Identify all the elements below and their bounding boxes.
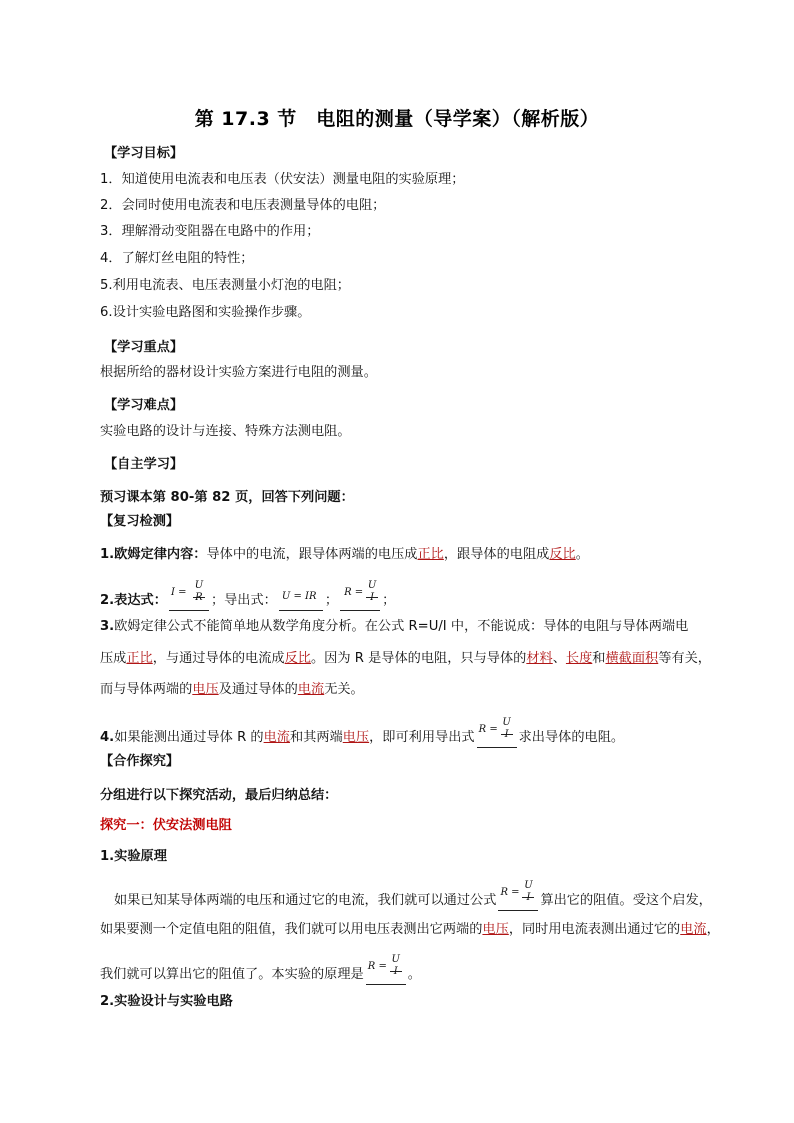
q1-text: 。: [575, 547, 589, 562]
objective-item: 1．知道使用电流表和电压表（伏安法）测量电阻的实验原理；: [100, 172, 465, 187]
formula-denominator: I: [393, 966, 398, 977]
self-study-intro: 预习课本第 80-第 82 页，回答下列问题：: [100, 490, 354, 505]
q3-text: 、: [552, 651, 566, 666]
formula-numerator: U: [502, 717, 511, 728]
q3-text: 而与导体两端的: [100, 682, 193, 697]
question-1: [100, 545, 589, 565]
objectives-heading: 【学习目标】: [104, 146, 184, 161]
difficulties-text: 实验电路的设计与连接、特殊方法测电阻。: [100, 424, 351, 439]
q3-text: 欧姆定律公式不能简单地从数学角度分析。在公式 R=U/I 中，不能说成：导体的电阻与导体两端电: [114, 619, 689, 634]
principle-answer: 电压: [482, 922, 509, 937]
q4-answer: 电流: [263, 730, 290, 745]
inquiry-1-title: 探究一：伏安法测电阻: [100, 818, 232, 833]
q1-answer-1: 正比: [417, 547, 444, 562]
q3-answer: 正比: [126, 651, 153, 666]
q3-text: 压成: [100, 651, 127, 666]
q4-text: 求出导体的电阻。: [518, 730, 625, 745]
design-heading: 2.实验设计与实验电路: [100, 994, 233, 1009]
q2-text: ；导出式：: [210, 593, 277, 608]
objective-item: 4．了解灯丝电阻的特性；: [100, 251, 254, 266]
formula-numerator: U: [194, 580, 204, 591]
q1-text: 导体中的电流，跟导体两端的电压成: [206, 547, 418, 562]
q3-text: ，与通过导体的电流成: [152, 651, 285, 666]
q4-text: 和其两端: [289, 730, 343, 745]
question-4: [100, 717, 625, 749]
q1-answer-2: 反比: [549, 547, 576, 562]
formula-denominator: I: [526, 892, 531, 903]
principle-text: 。: [407, 967, 421, 982]
q4-text: 如果能测出通过导体 R 的: [114, 730, 264, 745]
difficulties-heading: 【学习难点】: [104, 398, 184, 413]
cooperation-heading: 【合作探究】: [100, 754, 180, 769]
formula-lhs: R =: [344, 587, 364, 598]
q3-answer: 长度: [565, 651, 593, 666]
principle-text: ，同时用电流表测出通过它的: [508, 922, 681, 937]
principle-line-3: [100, 954, 421, 986]
objective-item: 2．会同时使用电流表和电压表测量导体的电阻；: [100, 198, 386, 213]
q3-answer: 横截面积: [605, 651, 659, 666]
principle-text: 算出它的阻值。受这个启发，: [540, 893, 712, 908]
formula-denominator: I: [504, 729, 509, 740]
review-heading: 【复习检测】: [100, 514, 180, 529]
q4-prefix: 4.: [100, 730, 115, 745]
q4-answer: 电压: [342, 730, 370, 745]
principle-answer: 电流: [680, 922, 707, 937]
formula-blank: [477, 717, 517, 748]
formula-numerator: U: [391, 954, 400, 965]
principle-text: 我们就可以算出它的阻值了。本实验的原理是: [100, 967, 364, 982]
question-3-line-2: [100, 649, 711, 669]
q3-text: 等有关，: [658, 651, 711, 666]
formula-lhs: R =: [478, 724, 498, 735]
q3-answer: 材料: [526, 651, 553, 666]
objective-item: 6.设计实验电路图和实验操作步骤。: [100, 305, 311, 320]
formula-blank: [366, 954, 406, 985]
principle-text: ，: [706, 922, 720, 937]
principle-text: 如果已知某导体两端的电压和通过它的电流，我们就可以通过公式: [114, 893, 497, 908]
self-study-heading: 【自主学习】: [104, 457, 184, 472]
q3-text: 和: [592, 651, 606, 666]
cooperation-intro: 分组进行以下探究活动，最后归纳总结：: [100, 788, 338, 803]
key-points-text: 根据所给的器材设计实验方案进行电阻的测量。: [100, 365, 377, 380]
principle-line-1: [114, 880, 712, 912]
q3-answer: 电压: [192, 682, 219, 697]
principle-line-2: [100, 920, 720, 940]
formula-lhs: R =: [367, 961, 387, 972]
formula-derived-u: U = IR: [281, 591, 317, 602]
principle-text: 如果要测一个定值电阻的阻值，我们就可以用电压表测出它两端的: [100, 922, 483, 937]
formula-denominator: R: [195, 592, 203, 603]
question-3-line-1: [100, 617, 688, 637]
q3-text: 无关。: [324, 682, 364, 697]
q1-prefix: 1.欧姆定律内容：: [100, 547, 207, 562]
q2-text: ；: [382, 593, 396, 608]
formula-numerator: U: [524, 880, 533, 891]
formula-blank: [340, 580, 380, 611]
formula-blank: [169, 580, 209, 611]
q3-prefix: 3.: [100, 619, 115, 634]
q3-answer: 反比: [284, 651, 311, 666]
formula-blank: [279, 590, 323, 611]
formula-lhs: R =: [500, 887, 520, 898]
q3-text: 。因为 R 是导体的电阻，只与导体的: [311, 651, 527, 666]
formula-blank: [498, 880, 538, 911]
page-title: 第 17.3 节 电阻的测量（导学案）（解析版）: [194, 108, 600, 130]
q3-text: 及通过导体的: [218, 682, 298, 697]
question-3-line-3: [100, 680, 364, 700]
q1-text: ，跟导体的电阻成: [443, 547, 550, 562]
q2-prefix: 2.表达式：: [100, 593, 167, 608]
objective-item: 3．理解滑动变阻器在电路中的作用；: [100, 224, 320, 239]
q4-text: ，即可利用导出式: [369, 730, 475, 745]
q2-text: ；: [324, 593, 339, 608]
principle-heading: 1.实验原理: [100, 849, 167, 864]
formula-numerator: U: [367, 580, 377, 591]
objective-item: 5.利用电流表、电压表测量小灯泡的电阻；: [100, 278, 350, 293]
q3-answer: 电流: [297, 682, 325, 697]
question-2: [100, 580, 396, 612]
key-points-heading: 【学习重点】: [104, 340, 184, 355]
formula-lhs: I =: [170, 587, 187, 598]
formula-denominator: I: [370, 592, 375, 603]
